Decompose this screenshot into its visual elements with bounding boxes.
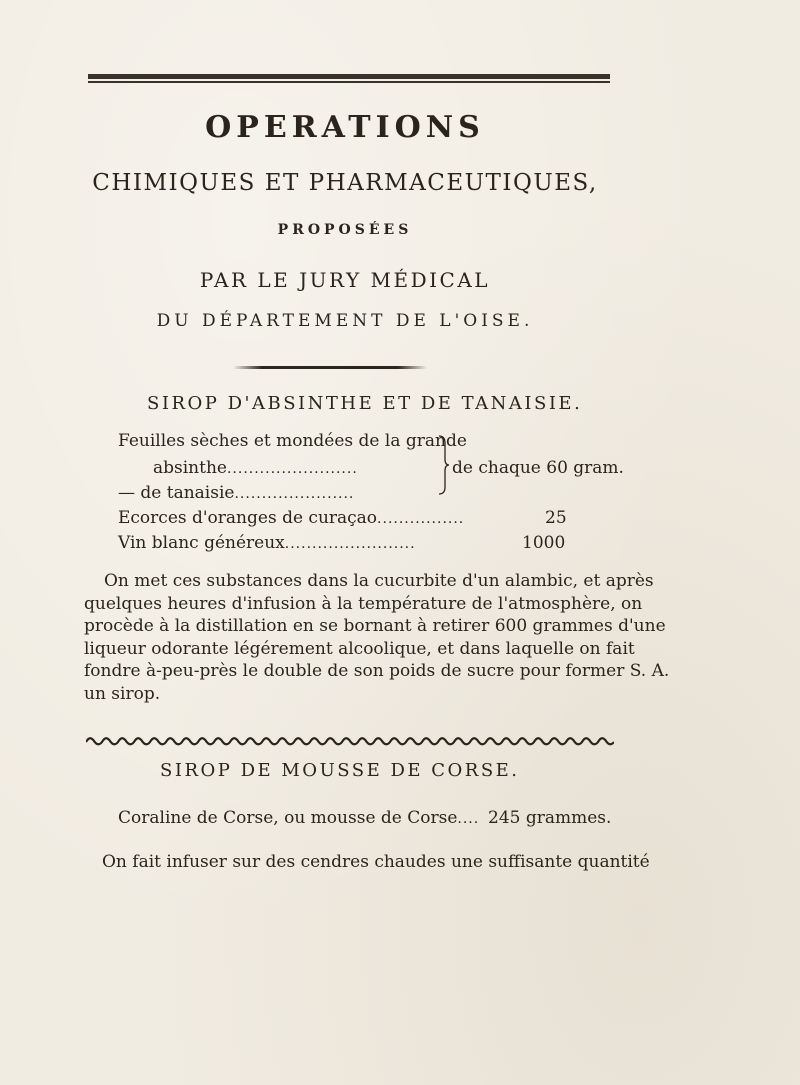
brace-icon (438, 435, 450, 495)
page-title: OPERATIONS (205, 110, 485, 145)
ingredient-name: Coraline de Corse, ou mousse de Corse (118, 808, 458, 828)
jury-line: PAR LE JURY MÉDICAL (199, 268, 491, 292)
ingredient-line (118, 808, 479, 828)
ingredient-qty: 245 grammes. (488, 808, 612, 828)
recipe1-heading: SIROP D'ABSINTHE ET DE TANAISIE. (147, 393, 583, 414)
ingredient-line (118, 508, 464, 528)
recipe2-heading: SIROP DE MOUSSE DE CORSE. (160, 760, 520, 781)
ingredient-name: Feuilles sèches et mondées de la grande (118, 431, 467, 451)
rule-thin (88, 81, 610, 83)
top-double-rule (88, 74, 610, 84)
ornamental-divider (86, 734, 614, 748)
paragraph-line: quelques heures d'infusion à la température de l'atmosphère, on (84, 593, 643, 614)
ingredient-name: absinthe (153, 458, 227, 478)
ingredient-name: Ecorces d'oranges de curaçao (118, 508, 378, 528)
page-subtitle: CHIMIQUES ET PHARMACEUTIQUES, (92, 170, 598, 196)
brace-note: de chaque 60 gram. (452, 458, 624, 478)
leader-dots: ................ (377, 511, 465, 527)
leader-dots: .... (457, 811, 480, 827)
leader-dots: ...................... (234, 486, 355, 502)
ingredient-qty: 25 (545, 508, 567, 528)
title-divider (233, 366, 427, 369)
leader-dots: ........................ (226, 461, 358, 477)
paragraph-line: un sirop. (84, 683, 161, 704)
rule-thick (88, 74, 610, 79)
department-line: DU DÉPARTEMENT DE L'OISE. (156, 311, 534, 331)
ingredient-line (153, 458, 358, 478)
ingredient-name: Vin blanc généreux (118, 533, 285, 553)
proposees-line: PROPOSÉES (277, 222, 413, 238)
ingredient-line (118, 483, 354, 503)
paragraph-line: On met ces substances dans la cucurbite d'un alambic, et après (104, 571, 654, 591)
ingredient-name: — de tanaisie (118, 483, 235, 503)
paragraph-line: liqueur odorante légérement alcoolique, et dans laquelle on fait (84, 638, 635, 659)
recipe1-paragraph (84, 570, 670, 705)
ingredient-qty: 1000 (522, 533, 566, 553)
ingredient-line (118, 533, 416, 553)
paragraph-line: procède à la distillation en se bornant à retirer 600 grammes d'une (84, 616, 666, 636)
recipe2-paragraph-line: On fait infuser sur des cendres chaudes une suffisante quantité (102, 852, 650, 872)
paragraph-line: fondre à-peu-près le double de son poids de sucre pour former S. A. (84, 661, 670, 681)
leader-dots: ........................ (284, 536, 416, 552)
ingredient-line (118, 431, 467, 451)
